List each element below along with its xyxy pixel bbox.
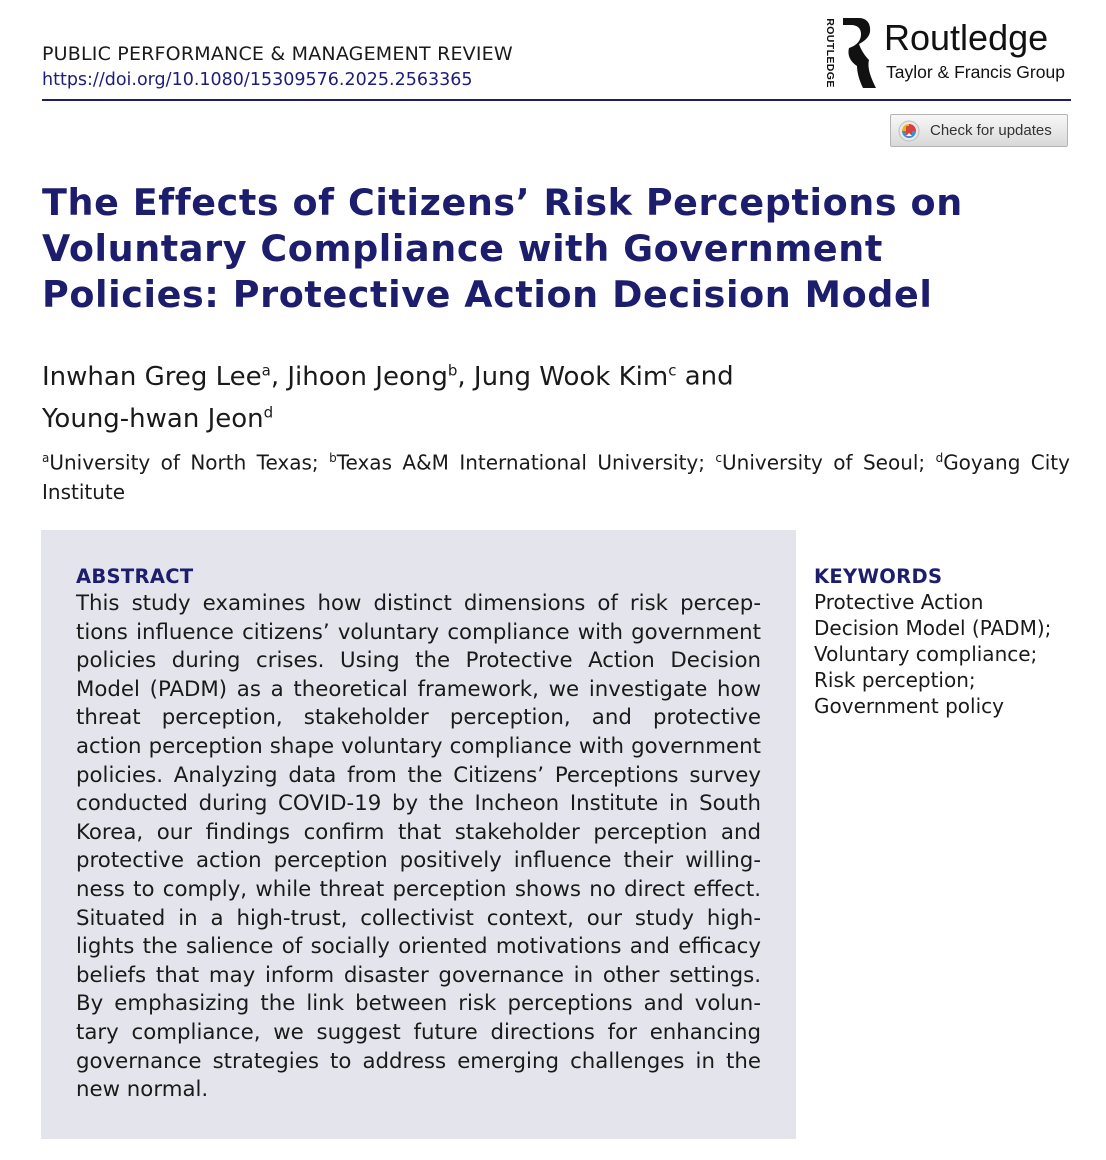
logo-vertical-text: ROUTLEDGE bbox=[824, 18, 836, 88]
publisher-group: Taylor & Francis Group bbox=[886, 62, 1065, 82]
author[interactable]: Jihoon Jeong$^b$ bbox=[287, 361, 458, 392]
keywords-list bbox=[814, 589, 1074, 719]
keyword-line: Government policy bbox=[814, 694, 1004, 718]
keyword-line: Protective Action bbox=[814, 590, 984, 614]
abstract-text: This study examines how distinct dimensions of risk perceptions influence citizens’ voluntary compliance with government policies during crises. Using the Protective Action Decision Model (PADM) as a theoretical framework, we investigate how threat perception, stakeholder perception, and protective action perception shape voluntary compliance with government policies. Analyzing data from the Citizens’ Perceptions survey conducted during COVID-19 by the Incheon Institute in South Korea, our findings confirm that stakeholder perception and protective action perception positively influence their willingness to comply, while threat perception shows no direct effect. Situated in a high-trust, collectivist context, our study highlights the salience of socially oriented motivations and efficacy beliefs that may inform disaster governance in other settings. By emphasizing the link between risk perceptions and voluntary compliance, we suggest future directions for enhancing governance strategies to address emerging challenges in the new normal. bbox=[76, 591, 761, 1103]
doi-link[interactable]: https://doi.org/10.1080/15309576.2025.2563365 bbox=[42, 70, 473, 90]
keywords-heading: KEYWORDS bbox=[814, 565, 943, 588]
header-rule bbox=[42, 99, 1071, 101]
journal-name: PUBLIC PERFORMANCE & MANAGEMENT REVIEW bbox=[42, 43, 513, 65]
author-list: Inwhan Greg Lee$^a$, Jihoon Jeong$^b$, Jung Wook Kim$^c$ and Young-hwan Jeon$^d$ bbox=[42, 361, 734, 435]
keyword-line: Voluntary compliance; bbox=[814, 642, 1038, 666]
paper-title: The Effects of Citizens’ Risk Perceptions on Voluntary Compliance with Government Policies: Protective Action Decision Model bbox=[42, 181, 963, 316]
check-for-updates-label: Check for updates bbox=[930, 122, 1052, 139]
author[interactable]: Jung Wook Kim$^c$ bbox=[473, 361, 677, 392]
abstract-heading: ABSTRACT bbox=[76, 565, 194, 588]
affiliations: $^a$University of North Texas; $^b$Texas A&M International University; $^c$University of Seoul; $^d$Goyang City Institute bbox=[42, 450, 1070, 504]
publisher-name: Routledge bbox=[884, 17, 1049, 58]
keyword-line: Decision Model (PADM); bbox=[814, 616, 1052, 640]
author[interactable]: Young-hwan Jeon$^d$ bbox=[42, 403, 274, 435]
routledge-profile-icon bbox=[837, 16, 877, 90]
check-for-updates-button[interactable] bbox=[890, 114, 1068, 147]
author[interactable]: Inwhan Greg Lee$^a$ bbox=[42, 361, 271, 392]
publisher-logo[interactable] bbox=[822, 16, 1072, 90]
keyword-line: Risk perception; bbox=[814, 668, 976, 692]
crossmark-icon bbox=[898, 120, 920, 142]
